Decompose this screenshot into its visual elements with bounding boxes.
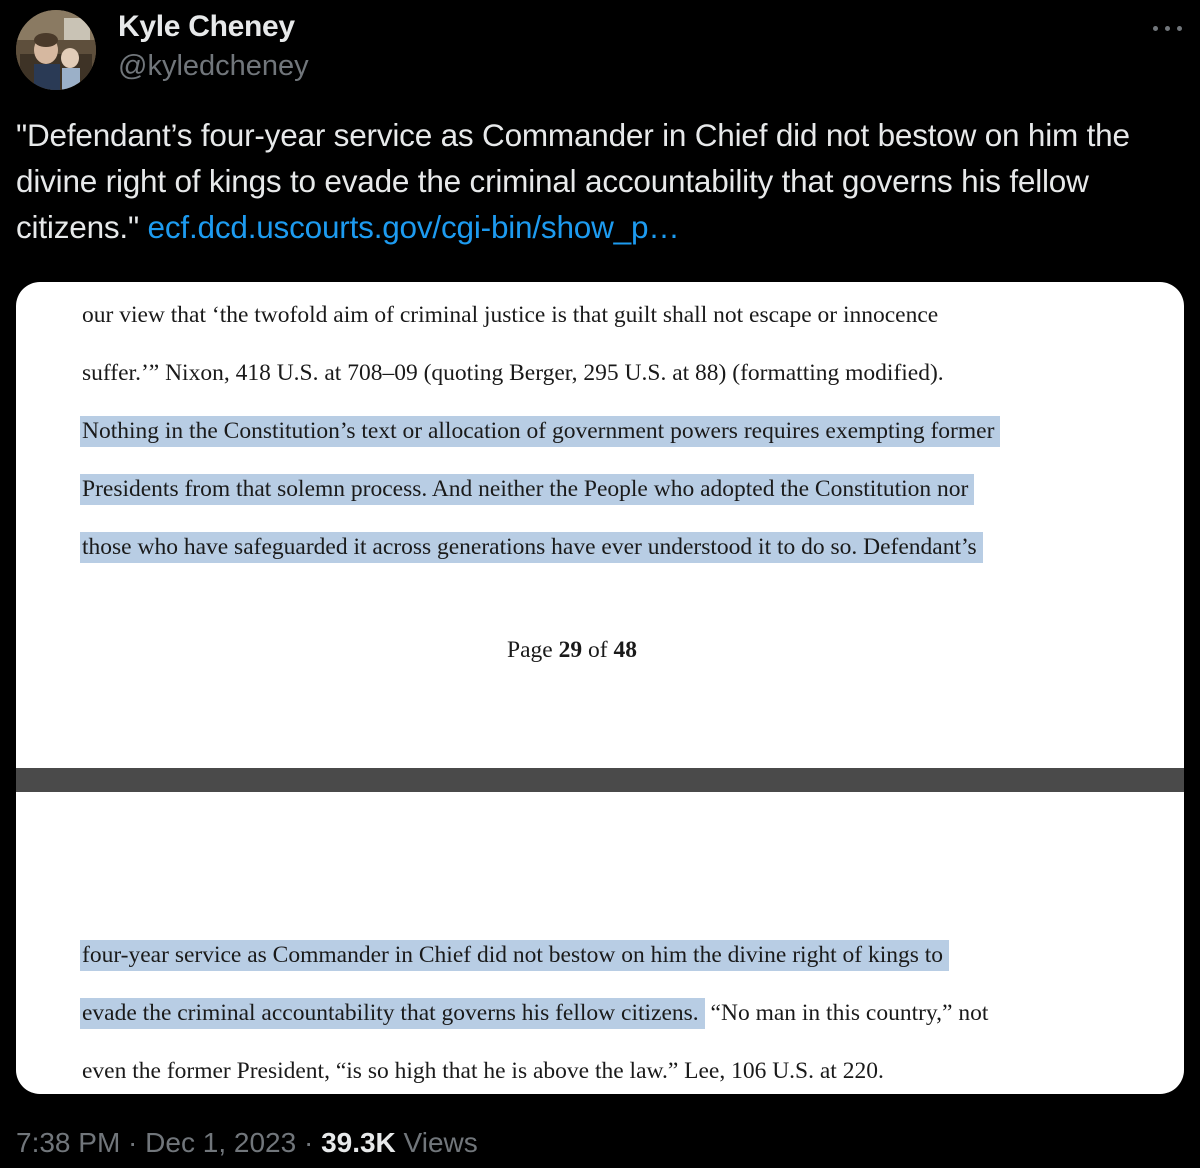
more-dot bbox=[1177, 26, 1182, 31]
tweet-meta bbox=[16, 1127, 478, 1159]
doc-line-highlighted bbox=[80, 476, 974, 503]
meta-separator: · bbox=[120, 1127, 146, 1158]
doc-highlight: four-year service as Commander in Chief did not bestow on him the divine right of kings to bbox=[80, 940, 949, 971]
doc-line bbox=[82, 360, 944, 387]
tweet-text bbox=[16, 112, 1192, 250]
doc-highlight: those who have safeguarded it across generations have ever understood it to do so. Defendant’s bbox=[80, 532, 983, 563]
doc-line-highlighted bbox=[80, 534, 983, 561]
doc-line-highlighted bbox=[80, 418, 1000, 445]
doc-highlight: Presidents from that solemn process. And neither the People who adopted the Constitution nor bbox=[80, 474, 974, 505]
views-count[interactable]: 39.3K bbox=[321, 1127, 396, 1158]
page-total: 48 bbox=[613, 637, 637, 663]
doc-line-text: “No man in this country,” not bbox=[704, 1000, 989, 1026]
avatar-photo bbox=[16, 10, 96, 90]
more-options-icon[interactable] bbox=[1150, 14, 1186, 42]
author-handle[interactable]: @kyledcheney bbox=[118, 50, 309, 82]
tweet-time[interactable]: 7:38 PM bbox=[16, 1127, 121, 1158]
doc-highlight: evade the criminal accountability that governs his fellow citizens. bbox=[80, 998, 705, 1029]
tweet-image[interactable] bbox=[16, 282, 1184, 1094]
doc-highlight: Nothing in the Constitution’s text or allocation of government powers requires exempting former bbox=[80, 416, 1000, 447]
page-current: 29 bbox=[558, 637, 583, 663]
doc-line-text: suffer.’” Nixon, 418 U.S. at 708–09 (quoting Berger, 295 U.S. at 88) (formatting modified). bbox=[82, 360, 944, 386]
doc-line bbox=[82, 1058, 884, 1085]
doc-line-text: even the former President, “is so high that he is above the law.” Lee, 106 U.S. at 220. bbox=[82, 1058, 884, 1084]
doc-line-text: our view that ‘the twofold aim of criminal justice is that guilt shall not escape or innocence bbox=[82, 302, 939, 328]
meta-separator: · bbox=[296, 1127, 322, 1158]
page-number bbox=[16, 637, 1128, 664]
doc-line-highlighted bbox=[80, 942, 949, 969]
more-dot bbox=[1165, 26, 1170, 31]
avatar[interactable] bbox=[16, 10, 96, 90]
doc-line-highlighted bbox=[80, 1000, 988, 1027]
tweet-body: "Defendant’s four-year service as Commander in Chief did not bestow on him the divine right of kings to evade the criminal accountability that governs his fellow citizens." bbox=[16, 117, 1130, 245]
page-label-prefix: Page bbox=[507, 637, 559, 663]
page-divider bbox=[16, 768, 1184, 792]
author-name[interactable]: Kyle Cheney bbox=[118, 10, 295, 43]
more-dot bbox=[1153, 26, 1158, 31]
tweet-date[interactable]: Dec 1, 2023 bbox=[145, 1127, 297, 1158]
views-label: Views bbox=[395, 1127, 478, 1158]
page-label-separator: of bbox=[582, 637, 614, 663]
tweet-link[interactable]: ecf.dcd.uscourts.gov/cgi-bin/show_p… bbox=[147, 209, 680, 245]
doc-line bbox=[82, 302, 938, 329]
